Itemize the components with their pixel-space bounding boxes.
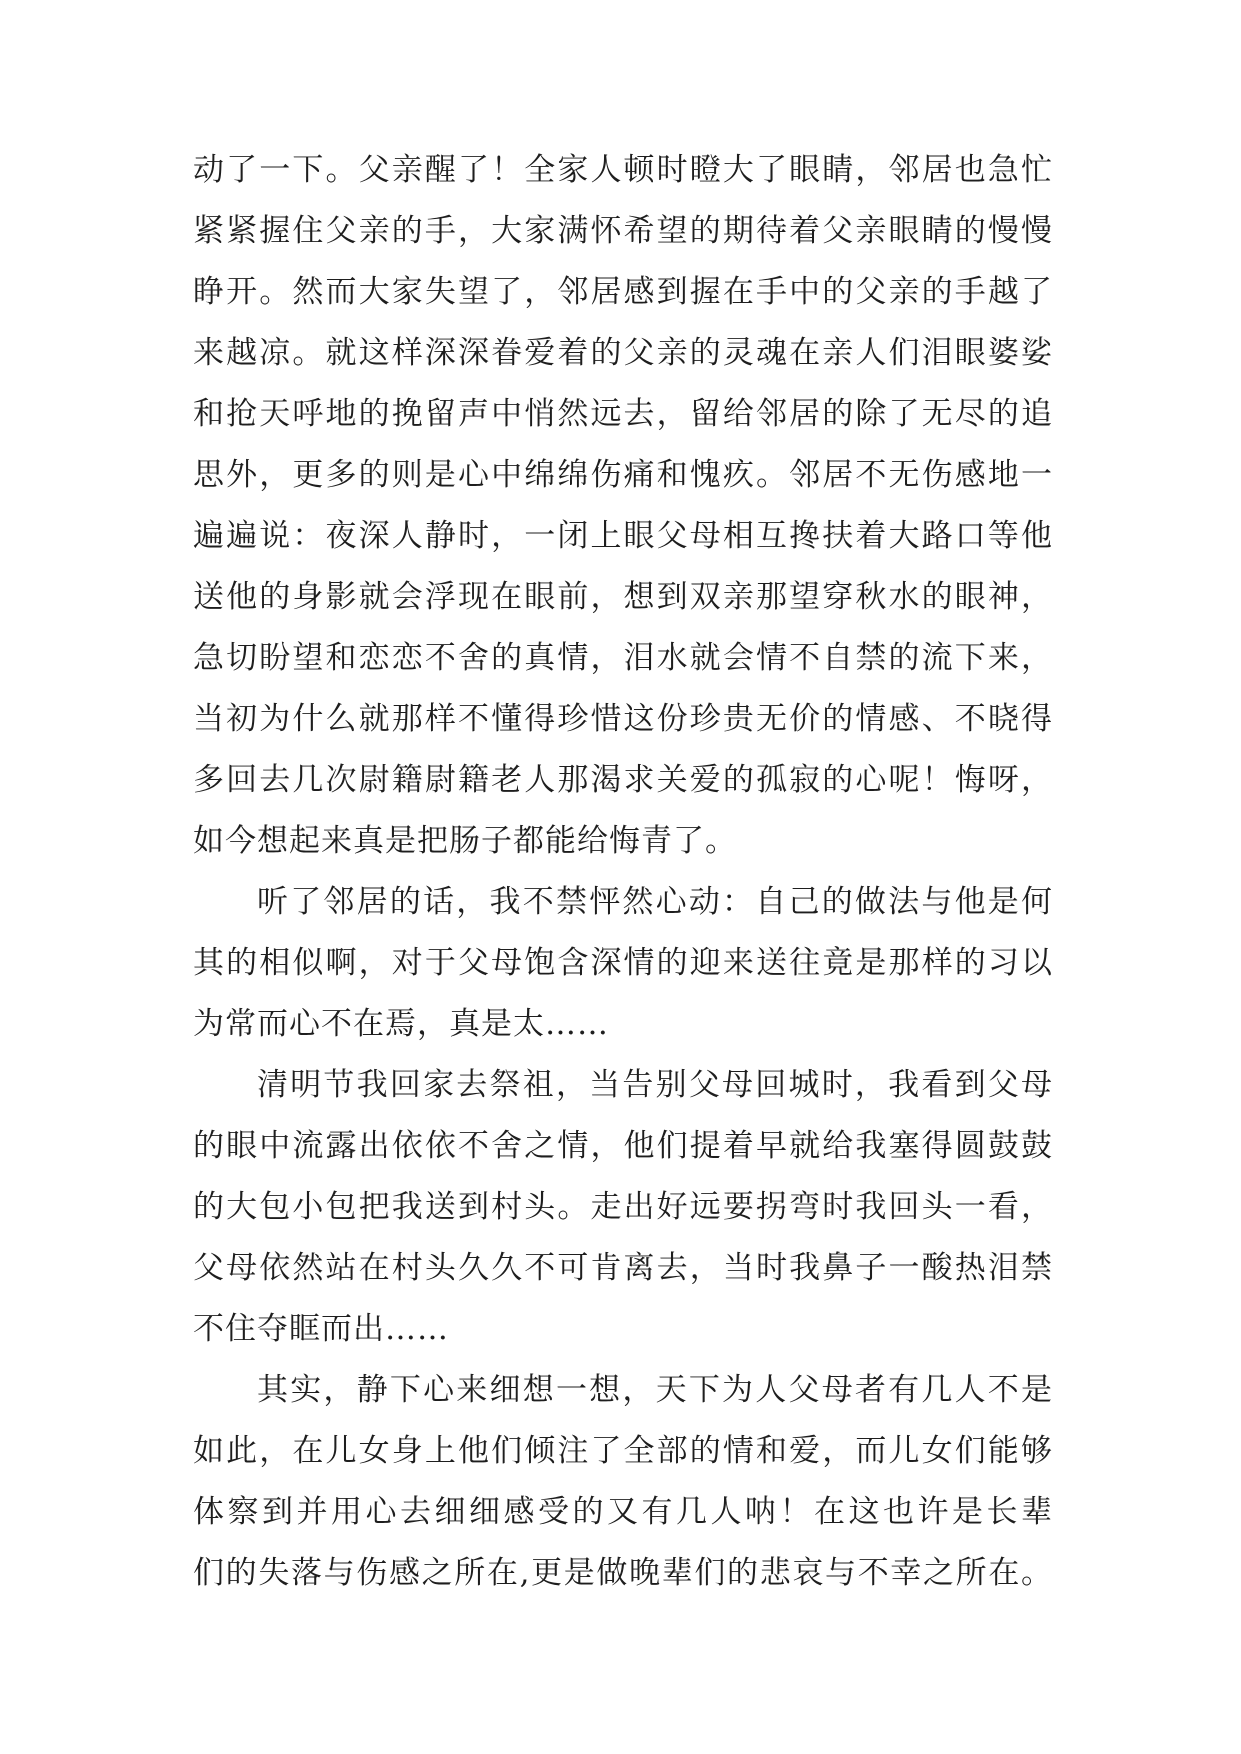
text-line: 父母依然站在村头久久不可肯离去，当时我鼻子一酸热泪禁 [193, 1250, 1053, 1286]
text-line: 清明节我回家去祭祖，当告别父母回城时，我看到父母 [257, 1067, 1053, 1103]
text-line: 听了邻居的话，我不禁怦然心动：自己的做法与他是何 [257, 884, 1053, 920]
text-line: 来越凉。就这样深深眷爱着的父亲的灵魂在亲人们泪眼婆娑 [193, 335, 1053, 371]
text-line: 和抢天呼地的挽留声中悄然远去，留给邻居的除了无尽的追 [193, 396, 1053, 432]
text-line: 不住夺眶而出…… [193, 1311, 449, 1347]
text-line: 当初为什么就那样不懂得珍惜这份珍贵无价的情感、不晓得 [193, 701, 1053, 737]
text-line: 体察到并用心去细细感受的又有几人呐！在这也许是长辈 [193, 1494, 1053, 1530]
paragraph [193, 1360, 1053, 1604]
paragraph [193, 1055, 1053, 1360]
text-line: 睁开。然而大家失望了，邻居感到握在手中的父亲的手越了 [193, 274, 1053, 310]
text-line: 如此，在儿女身上他们倾注了全部的情和爱，而儿女们能够 [193, 1433, 1053, 1469]
text-line: 其的相似啊，对于父母饱含深情的迎来送往竟是那样的习以 [193, 945, 1053, 981]
text-line: 如今想起来真是把肠子都能给悔青了。 [193, 823, 737, 859]
paragraph [193, 872, 1053, 1055]
text-line: 急切盼望和恋恋不舍的真情，泪水就会情不自禁的流下来， [193, 640, 1053, 676]
text-line: 送他的身影就会浮现在眼前，想到双亲那望穿秋水的眼神， [193, 579, 1053, 615]
text-line: 的眼中流露出依依不舍之情，他们提着早就给我塞得圆鼓鼓 [193, 1128, 1053, 1164]
text-line: 紧紧握住父亲的手，大家满怀希望的期待着父亲眼睛的慢慢 [193, 213, 1053, 249]
paragraph [193, 140, 1053, 872]
text-line: 的大包小包把我送到村头。走出好远要拐弯时我回头一看， [193, 1189, 1053, 1225]
document-body [193, 140, 1053, 1604]
text-line: 动了一下。父亲醒了！全家人顿时瞪大了眼睛，邻居也急忙 [193, 152, 1053, 188]
text-line: 们的失落与伤感之所在,更是做晚辈们的悲哀与不幸之所在。 [193, 1555, 1053, 1591]
text-line: 多回去几次尉籍尉籍老人那渴求关爱的孤寂的心呢！悔呀， [193, 762, 1053, 798]
text-line: 为常而心不在焉，真是太…… [193, 1006, 609, 1042]
text-line: 遍遍说：夜深人静时，一闭上眼父母相互搀扶着大路口等他 [193, 518, 1053, 554]
text-line: 思外，更多的则是心中绵绵伤痛和愧疚。邻居不无伤感地一 [193, 457, 1053, 493]
text-line: 其实，静下心来细想一想，天下为人父母者有几人不是 [257, 1372, 1053, 1408]
